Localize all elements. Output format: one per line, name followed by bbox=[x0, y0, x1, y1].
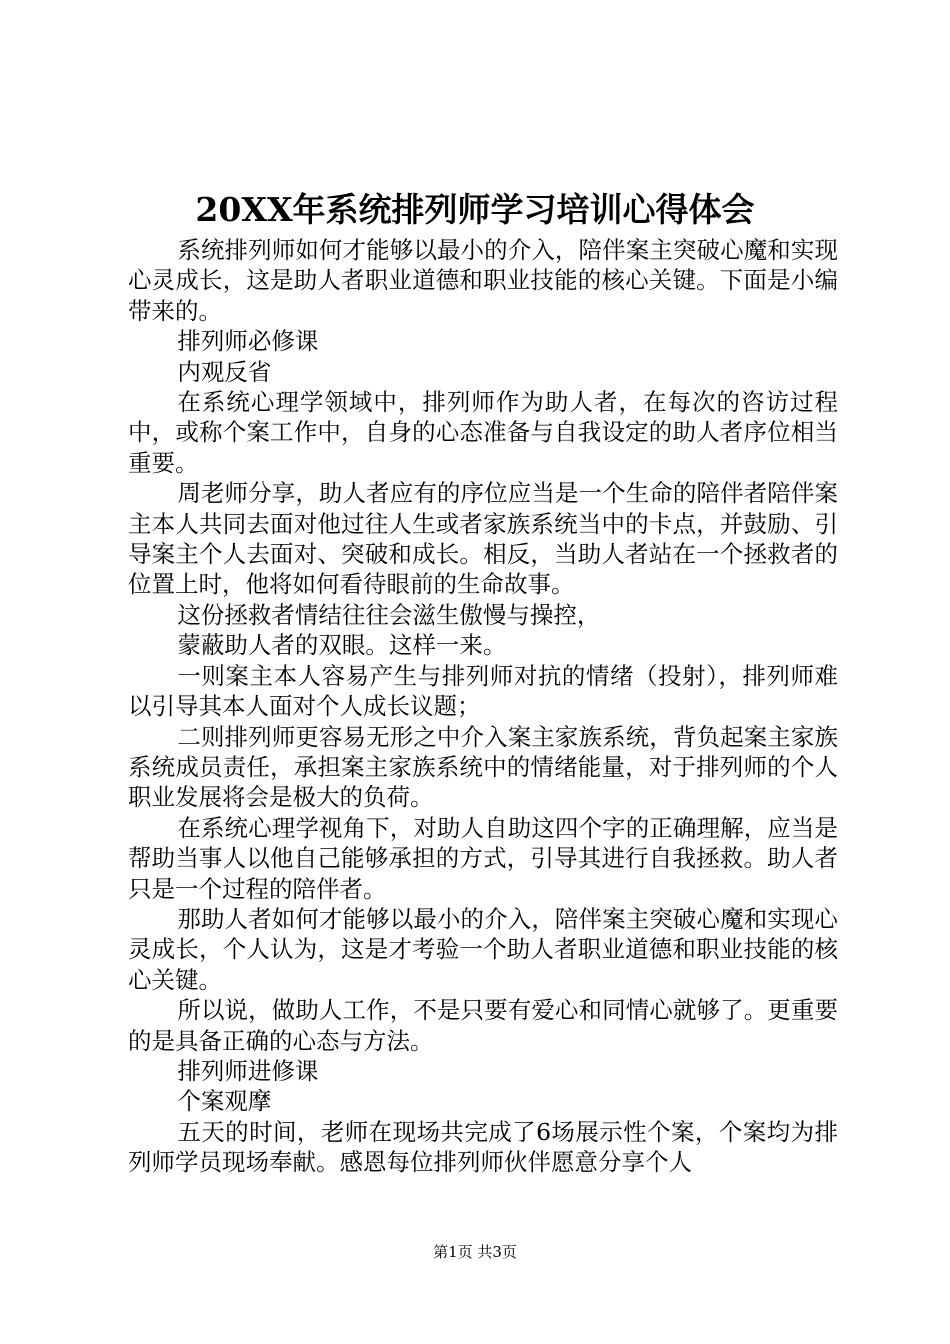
paragraph: 在系统心理学视角下，对助人自助这四个字的正确理解，应当是帮助当事人以他自己能够承担的方式，引导其进行自我拯救。助人者只是一个过程的陪伴者。 bbox=[128, 813, 838, 903]
paragraph: 这份拯救者情结往往会滋生傲慢与操控， bbox=[177, 600, 601, 629]
page-number-footer: 第1页 共3页 bbox=[433, 1243, 517, 1261]
paragraph: 周老师分享，助人者应有的序位应当是一个生命的陪伴者陪伴案主本人共同去面对他过往人生或者家族系统当中的卡点，并鼓励、引导案主个人去面对、突破和成长。相反，当助人者站在一个拯救者的位置上时，他将如何看待眼前的生命故事。 bbox=[128, 479, 838, 599]
paragraph: 所以说，做助人工作，不是只要有爱心和同情心就够了。更重要的是具备正确的心态与方法。 bbox=[128, 996, 838, 1055]
paragraph: 蒙蔽助人者的双眼。这样一来。 bbox=[177, 631, 507, 660]
paragraph: 一则案主本人容易产生与排列师对抗的情绪（投射），排列师难以引导其本人面对个人成长议题； bbox=[128, 661, 838, 721]
section-heading-required-course: 排列师必修课 bbox=[177, 327, 319, 356]
paragraph: 那助人者如何才能够以最小的介入，陪伴案主突破心魔和实现心灵成长，个人认为，这是才考验一个助人者职业道德和职业技能的核心关键。 bbox=[128, 904, 838, 994]
paragraph: 二则排列师更容易无形之中介入案主家族系统，背负起案主家族系统成员责任，承担案主家族系统中的情绪能量，对于排列师的个人职业发展将会是极大的负荷。 bbox=[128, 722, 838, 812]
document-title: 20XX年系统排列师学习培训心得体会 bbox=[195, 190, 755, 229]
document-body bbox=[128, 235, 838, 1178]
paragraph: 在系统心理学领域中，排列师作为助人者，在每次的咨访过程中，或称个案工作中，自身的心态准备与自我设定的助人者序位相当重要。 bbox=[128, 388, 838, 477]
section-heading-advanced-course: 排列师进修课 bbox=[177, 1056, 319, 1085]
subsection-heading-introspection: 内观反省 bbox=[177, 357, 272, 386]
paragraph-intro: 系统排列师如何才能够以最小的介入，陪伴案主突破心魔和实现心灵成长，这是助人者职业道德和职业技能的核心关键。下面是小编带来的。 bbox=[128, 236, 838, 325]
subsection-heading-case-observation: 个案观摩 bbox=[177, 1087, 272, 1116]
paragraph: 五天的时间，老师在现场共完成了6场展示性个案，个案均为排列师学员现场奉献。感恩每位排列师伙伴愿意分享个人 bbox=[128, 1117, 838, 1177]
